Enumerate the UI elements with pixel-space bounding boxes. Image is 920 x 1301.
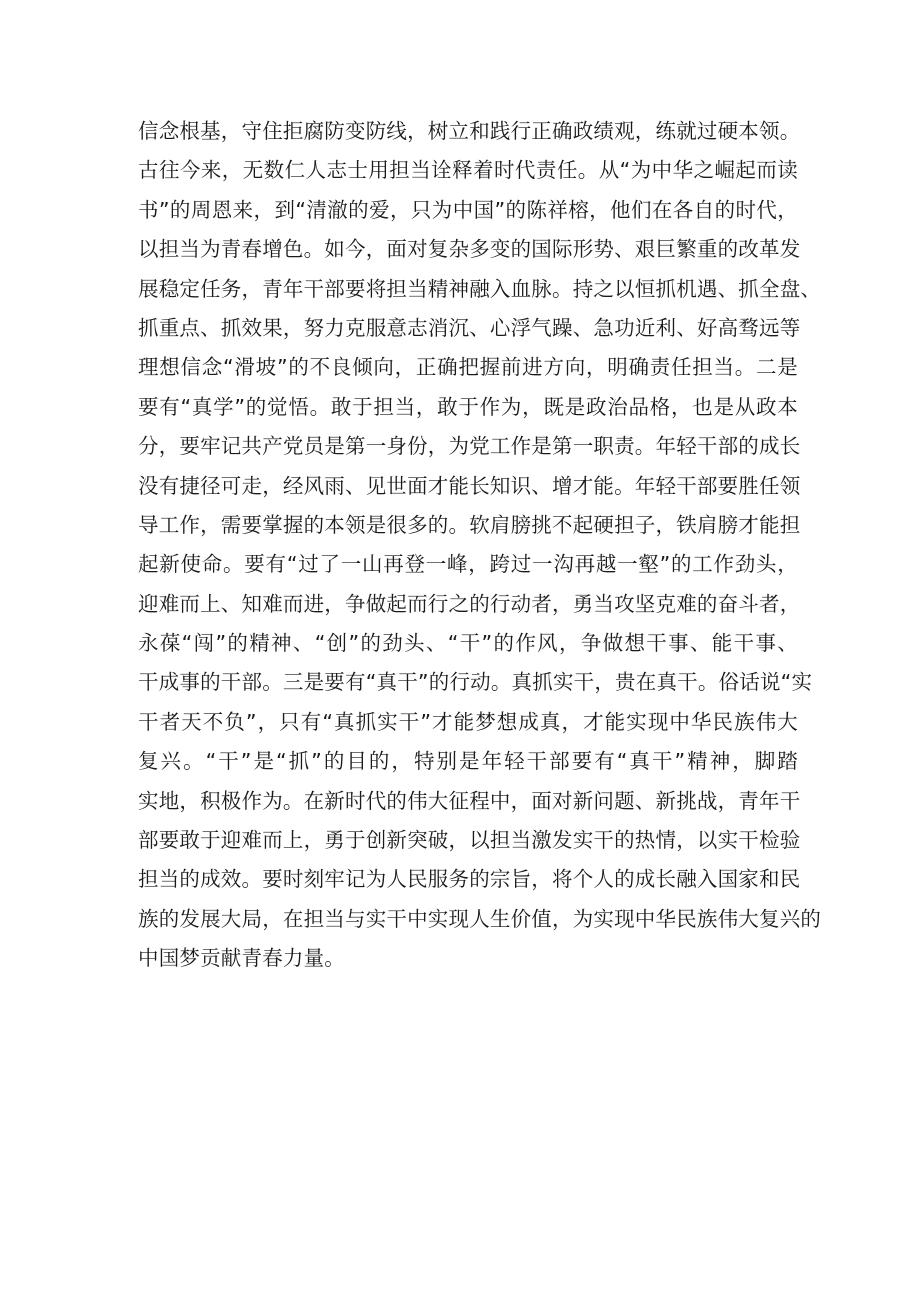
text-line: 理想信念“滑坡”的不良倾向，正确把握前进方向，明确责任担当。二是 (138, 355, 798, 380)
text-line: 族的发展大局，在担当与实干中实现人生价值，为实现中华民族伟大复兴的 (138, 906, 822, 931)
text-line: 没有捷径可走，经风雨、见世面才能长知识、增才能。年轻干部要胜任领 (138, 473, 801, 498)
text-line-last: 中国梦贡献青春力量。 (138, 946, 345, 971)
text-line: 部要敢于迎难而上，勇于创新突破，以担当激发实干的热情，以实干检验 (138, 828, 801, 853)
text-line: 迎难而上、知难而进，争做起而行之的行动者，勇当攻坚克难的奋斗者， (138, 591, 801, 616)
text-line: 起新使命。要有“过了一山再登一峰，跨过一沟再越一壑”的工作劲头， (138, 552, 798, 577)
text-line: 以担当为青春增色。如今，面对复杂多变的国际形势、艰巨繁重的改革发 (138, 237, 801, 262)
text-line: 书”的周恩来，到“清澈的爱，只为中国”的陈祥榕，他们在各自的时代， (138, 197, 798, 222)
text-line: 古往今来，无数仁人志士用担当诠释着时代责任。从“为中华之崛起而读 (138, 158, 798, 183)
text-line: 导工作，需要掌握的本领是很多的。软肩膀挑不起硬担子，铁肩膀才能担 (138, 512, 801, 537)
text-line: 信念根基，守住拒腐防变防线，树立和践行正确政绩观，练就过硬本领。 (138, 119, 801, 143)
text-line: 复兴。“干”是“抓”的目的，特别是年轻干部要有“真干”精神，脚踏 (138, 749, 798, 774)
text-line: 担当的成效。要时刻牢记为人民服务的宗旨，将个人的成长融入国家和民 (138, 867, 801, 892)
text-line: 分，要牢记共产党员是第一身份，为党工作是第一职责。年轻干部的成长 (138, 434, 801, 459)
body-text (138, 112, 822, 979)
text-line: 展稳定任务，青年干部要将担当精神融入血脉。持之以恒抓机遇、抓全盘、 (138, 276, 822, 301)
text-line: 抓重点、抓效果，努力克服意志消沉、心浮气躁、急功近利、好高骛远等 (138, 315, 801, 340)
text-line: 实地，积极作为。在新时代的伟大征程中，面对新问题、新挑战，青年干 (138, 788, 801, 813)
text-line: 要有“真学”的觉悟。敢于担当，敢于作为，既是政治品格，也是从政本 (138, 394, 798, 419)
text-line: 干成事的干部。三是要有“真干”的行动。真抓实干，贵在真干。俗话说“实 (138, 670, 813, 695)
text-line: 永葆“闯”的精神、“创”的劲头、“干”的作风，争做想干事、能干事、 (138, 631, 798, 656)
text-line: 干者天不负”，只有“真抓实干”才能梦想成真，才能实现中华民族伟大 (138, 709, 798, 734)
